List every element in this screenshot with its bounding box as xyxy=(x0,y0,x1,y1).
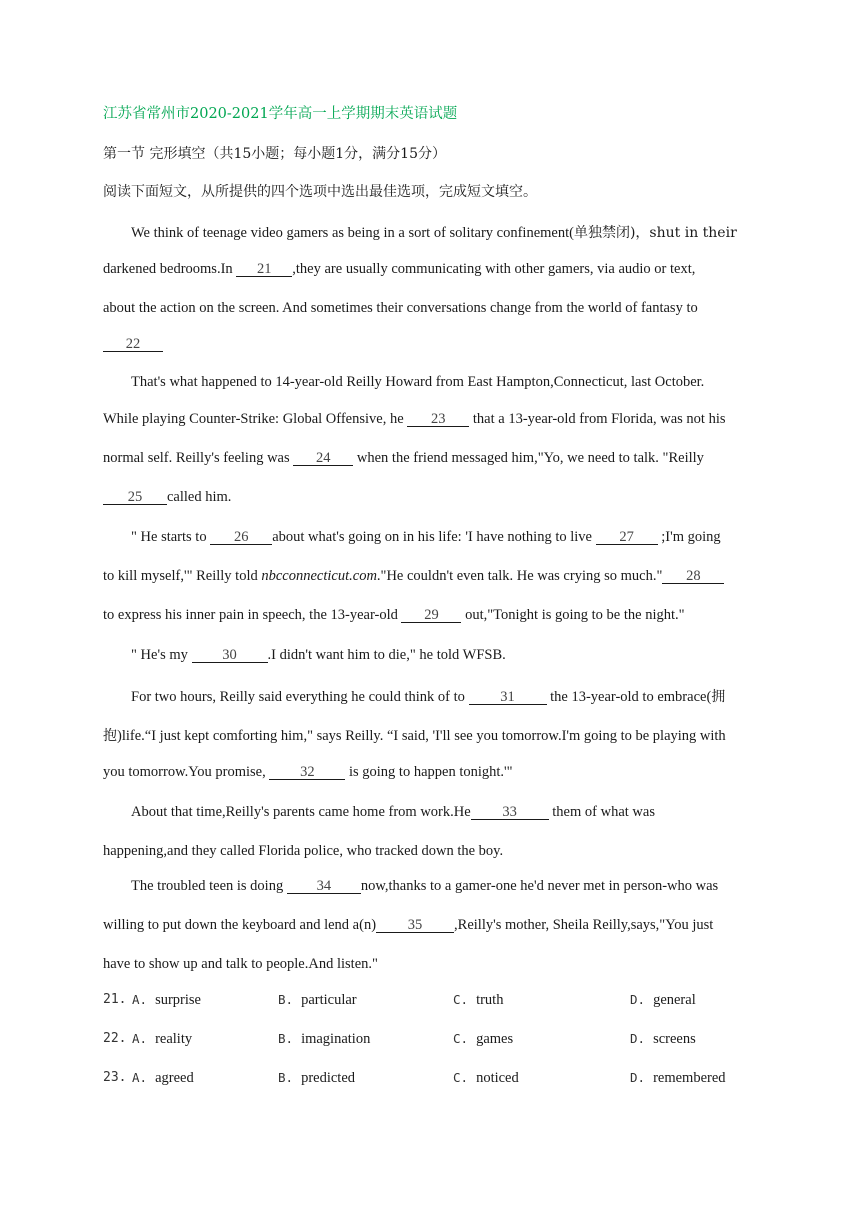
passage-text: " He's my xyxy=(131,647,192,663)
option-text: surprise xyxy=(155,992,201,1008)
blank-21[interactable] xyxy=(236,262,292,277)
passage-text: have to show up and talk to people.And listen." xyxy=(103,956,378,972)
option-d[interactable] xyxy=(630,992,696,1009)
passage-line xyxy=(103,489,231,506)
option-b[interactable] xyxy=(278,1031,370,1048)
blank-number: 31 xyxy=(500,689,515,705)
passage-line xyxy=(103,956,378,973)
passage-line xyxy=(103,917,713,934)
passage-text: ."He couldn't even talk. He was crying so much." xyxy=(376,568,663,584)
passage-line xyxy=(103,568,724,585)
passage-text: For two hours, Reilly said everything he could think of to xyxy=(131,689,469,705)
passage-line xyxy=(103,261,695,278)
passage-line xyxy=(103,607,685,624)
passage-line xyxy=(131,222,737,242)
passage-text: out,"Tonight is going to be the night." xyxy=(461,607,685,623)
passage-line xyxy=(103,336,163,353)
blank-number: 23 xyxy=(431,411,446,427)
option-text: truth xyxy=(476,992,504,1008)
blank-23[interactable] xyxy=(407,412,469,427)
passage-text: about the action on the screen. And sometimes their conversations change from the world of fantasy to xyxy=(103,300,698,316)
option-c[interactable] xyxy=(453,1031,513,1048)
passage-text: to kill myself,'" Reilly told xyxy=(103,568,262,584)
passage-text: is going to happen tonight.'" xyxy=(345,764,513,780)
question-number: 23. xyxy=(103,1070,127,1085)
blank-number: 29 xyxy=(424,607,439,623)
passage-line xyxy=(131,878,718,895)
passage-text: them of what was xyxy=(548,804,655,820)
passage-line xyxy=(103,450,704,467)
passage-text: ,they are usually communicating with other gamers, via audio or text, xyxy=(292,261,696,277)
question-row-22 xyxy=(103,1031,763,1049)
passage-text: The troubled teen is doing xyxy=(131,878,287,894)
passage-line xyxy=(131,686,725,706)
blank-35[interactable] xyxy=(376,918,454,933)
blank-number: 22 xyxy=(125,336,141,352)
blank-number: 34 xyxy=(316,878,332,894)
option-letter: D. xyxy=(630,1070,646,1085)
option-b[interactable] xyxy=(278,1070,355,1087)
option-letter: A. xyxy=(132,1031,148,1046)
option-c[interactable] xyxy=(453,992,503,1009)
passage-text: " He starts to xyxy=(131,529,211,545)
blank-number: 24 xyxy=(316,450,331,466)
blank-number: 21 xyxy=(257,261,272,277)
option-a[interactable] xyxy=(132,1031,192,1048)
option-text: general xyxy=(653,992,696,1008)
option-letter: A. xyxy=(132,1070,148,1085)
option-letter: D. xyxy=(630,1031,646,1046)
passage-text: to express his inner pain in speech, the 13-year-old xyxy=(103,607,402,623)
instruction-text: 阅读下面短文，从所提供的四个选项中选出最佳选项，完成短文填空。 xyxy=(103,184,537,200)
option-text: agreed xyxy=(155,1070,194,1086)
blank-31[interactable] xyxy=(469,690,547,705)
option-letter: B. xyxy=(278,1070,294,1085)
passage-note: 抱 xyxy=(103,728,117,744)
option-text: screens xyxy=(653,1031,696,1047)
question-row-23 xyxy=(103,1070,763,1088)
option-letter: C. xyxy=(453,992,469,1007)
option-text: imagination xyxy=(301,1031,371,1047)
option-text: predicted xyxy=(301,1070,356,1086)
blank-number: 28 xyxy=(686,568,701,584)
option-letter: C. xyxy=(453,1031,469,1046)
blank-28[interactable] xyxy=(662,569,724,584)
question-row-21 xyxy=(103,992,763,1010)
blank-number: 26 xyxy=(233,529,249,545)
blank-24[interactable] xyxy=(293,451,353,466)
blank-32[interactable] xyxy=(269,765,345,780)
question-number: 21. xyxy=(103,992,127,1007)
blank-number: 33 xyxy=(502,804,517,820)
passage-text: normal self. Reilly's feeling was xyxy=(103,450,294,466)
option-d[interactable] xyxy=(630,1070,726,1087)
option-a[interactable] xyxy=(132,992,201,1009)
passage-text: )life.“I just kept comforting him," says Reilly. “I said, 'I'll see you tomorrow.I'm going to be playing with xyxy=(117,728,726,744)
blank-33[interactable] xyxy=(471,805,549,820)
website-name: nbcconnecticut.com xyxy=(261,568,377,584)
blank-30[interactable] xyxy=(192,648,268,663)
passage-text: happening,and they called Florida police, who tracked down the boy. xyxy=(103,843,504,859)
option-text: reality xyxy=(155,1031,193,1047)
option-d[interactable] xyxy=(630,1031,696,1048)
passage-line xyxy=(131,529,721,546)
blank-29[interactable] xyxy=(401,608,461,623)
passage-text: willing to put down the keyboard and lend a(n) xyxy=(103,917,377,933)
passage-note: 拥 xyxy=(711,689,726,705)
passage-text: We think of teenage video gamers as being in a sort of solitary confinement( xyxy=(131,225,574,241)
passage-text: darkened bedrooms.In xyxy=(103,261,237,277)
passage-text: About that time,Reilly's parents came home from work.He xyxy=(131,804,471,820)
blank-34[interactable] xyxy=(287,879,361,894)
passage-text: ;I'm going xyxy=(657,529,721,545)
option-letter: B. xyxy=(278,992,294,1007)
passage-line xyxy=(103,411,726,428)
blank-number: 25 xyxy=(127,489,143,505)
option-text: particular xyxy=(301,992,357,1008)
passage-text: )，shut in their xyxy=(629,225,737,241)
passage-line xyxy=(103,843,503,860)
blank-27[interactable] xyxy=(596,530,658,545)
blank-number: 32 xyxy=(300,764,315,780)
passage-text: that a 13-year-old from Florida, was not his xyxy=(469,411,726,427)
blank-26[interactable] xyxy=(210,530,272,545)
option-a[interactable] xyxy=(132,1070,194,1087)
passage-line xyxy=(131,374,704,391)
document-title: 江苏省常州市2020-2021学年高一上学期期末英语试题 xyxy=(103,106,458,122)
option-letter: C. xyxy=(453,1070,469,1085)
option-c[interactable] xyxy=(453,1070,519,1087)
option-letter: D. xyxy=(630,992,646,1007)
option-b[interactable] xyxy=(278,992,357,1009)
option-text: games xyxy=(476,1031,514,1047)
passage-line xyxy=(103,764,513,781)
blank-25[interactable] xyxy=(103,490,167,505)
blank-number: 27 xyxy=(619,529,634,545)
passage-text: While playing Counter-Strike: Global Offensive, he xyxy=(103,411,408,427)
question-number: 22. xyxy=(103,1031,127,1046)
passage-text: called him. xyxy=(167,489,232,505)
passage-text: the 13-year-old to embrace( xyxy=(546,689,712,705)
passage-note: 单独禁闭 xyxy=(573,225,630,241)
passage-text: .I didn't want him to die," he told WFSB. xyxy=(267,647,506,663)
option-text: remembered xyxy=(653,1070,726,1086)
passage-text: ,Reilly's mother, Sheila Reilly,says,"You just xyxy=(454,917,714,933)
passage-text: when the friend messaged him,"Yo, we need to talk. "Reilly xyxy=(353,450,704,466)
passage-text: That's what happened to 14-year-old Reilly Howard from East Hampton,Connecticut, last October. xyxy=(131,374,705,390)
blank-number: 35 xyxy=(407,917,423,933)
passage-line xyxy=(131,647,506,664)
passage-line xyxy=(131,804,655,821)
option-text: noticed xyxy=(476,1070,519,1086)
passage-line xyxy=(103,725,726,745)
option-letter: A. xyxy=(132,992,148,1007)
passage-text: you tomorrow.You promise, xyxy=(103,764,270,780)
blank-22[interactable] xyxy=(103,337,163,352)
passage-text: about what's going on in his life: 'I have nothing to live xyxy=(272,529,596,545)
option-letter: B. xyxy=(278,1031,294,1046)
blank-number: 30 xyxy=(222,647,237,663)
passage-line xyxy=(103,300,698,317)
passage-text: now,thanks to a gamer-one he'd never met in person-who was xyxy=(360,878,719,894)
section-heading: 第一节 完形填空（共15小题；每小题1分，满分15分） xyxy=(103,146,446,162)
